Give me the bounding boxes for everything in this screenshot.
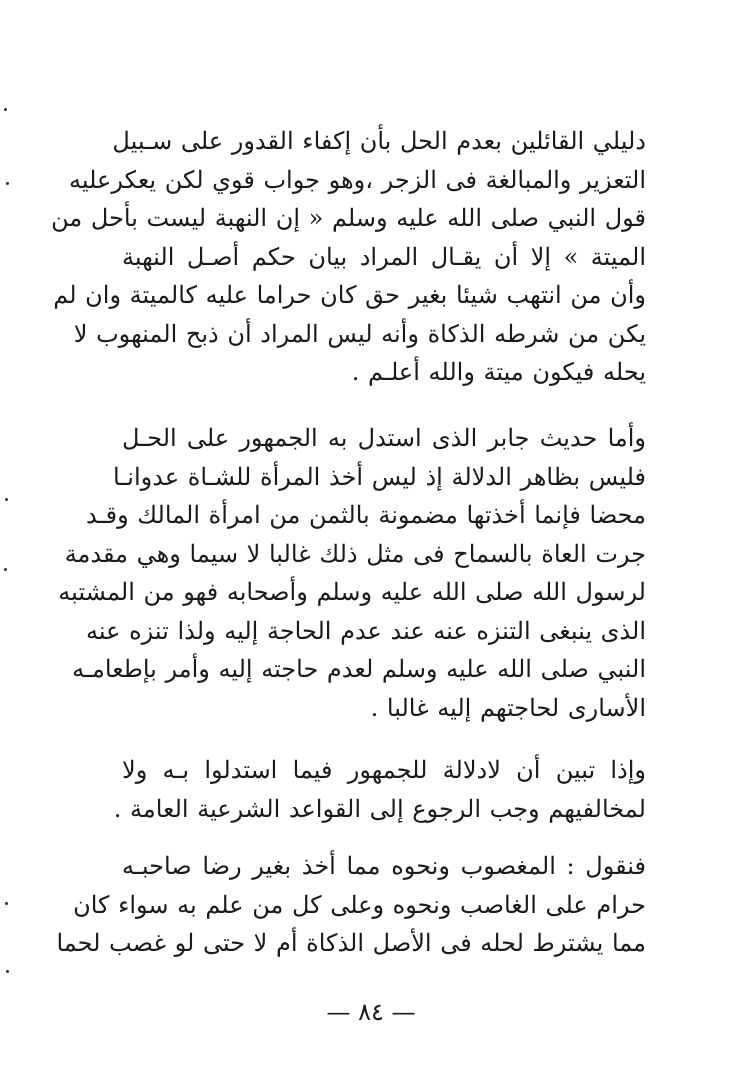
- text-line: يحله فيكون ميتة والله أعلـم .: [351, 358, 646, 386]
- paragraph: [51, 122, 646, 392]
- margin-mark: [5, 498, 8, 501]
- page-number: — ٨٤ —: [326, 998, 416, 1026]
- text-line: وإذا تبين أن لادلالة للجمهور فيما استدلوا بـه ولا: [122, 756, 646, 784]
- margin-mark: [6, 970, 9, 973]
- text-line: جرت العاة بالسماح فى مثل ذلك غالبا لا سيما وهي مقدمة: [64, 539, 646, 568]
- paragraph: [58, 419, 646, 727]
- margin-mark: [4, 108, 7, 111]
- text-line: الميتة » إلا أن يقـال المراد بيان حكم أصـل النهبة: [122, 242, 646, 271]
- paragraph: [56, 847, 646, 963]
- text-line: وأن من انتهب شيئا بغير حق كان حراما عليه كالميتة وان لم: [53, 281, 646, 309]
- text-line: محضا فإنما أخذتها مضمونة بالثمن من امرأة المالك وقـد: [85, 501, 646, 529]
- text-line: الذى ينبغى التنزه عنه عند عدم الحاجة إليه ولذا تنزه عنه: [86, 616, 646, 645]
- margin-mark: [6, 182, 9, 185]
- text-line: الأسارى لحاجتهم إليه غالبا .: [370, 693, 646, 722]
- text-line: النبي صلى الله عليه وسلم لعدم حاجته إليه وأمر بإطعامـه: [72, 655, 646, 683]
- text-line: لرسول الله صلى الله عليه وسلم وأصحابه فهو من المشتبه: [58, 578, 646, 606]
- paragraph: [113, 751, 646, 828]
- text-line: لمخالفيهم وجب الرجوع إلى القواعد الشرعية العامة .: [113, 794, 646, 823]
- text-line: قول النبي صلى الله عليه وسلم « إن النهبة ليست بأحل من: [51, 204, 646, 232]
- text-line: حرام على الغاصب ونحوه وعلى كل من علم به سواء كان: [73, 890, 646, 919]
- text-line: التعزير والمبالغة فى الزجر ،وهو جواب قوي لكن يعكرعليه: [68, 165, 646, 194]
- text-line: دليلي القائلين بعدم الحل بأن إكفاء القدور على سـبيل: [112, 127, 646, 155]
- margin-mark: [4, 568, 7, 571]
- text-line: مما يشترط لحله فى الأصل الذكاة أم لا حتى لو غصب لحما: [56, 929, 646, 957]
- text-line: فليس بظاهر الدلالة إذ ليس أخذ المرأة للشـاة عدوانـا: [112, 462, 646, 491]
- text-line: فنقول : المغصوب ونحوه مما أخذ بغير رضا صاحبـه: [122, 852, 646, 880]
- text-line: يكن من شرطه الذكاة وأنه ليس المراد أن ذبح المنهوب لا: [73, 319, 646, 348]
- text-line: وأما حديث جابر الذى استدل به الجمهور على الحـل: [122, 424, 646, 452]
- margin-mark: [5, 902, 8, 905]
